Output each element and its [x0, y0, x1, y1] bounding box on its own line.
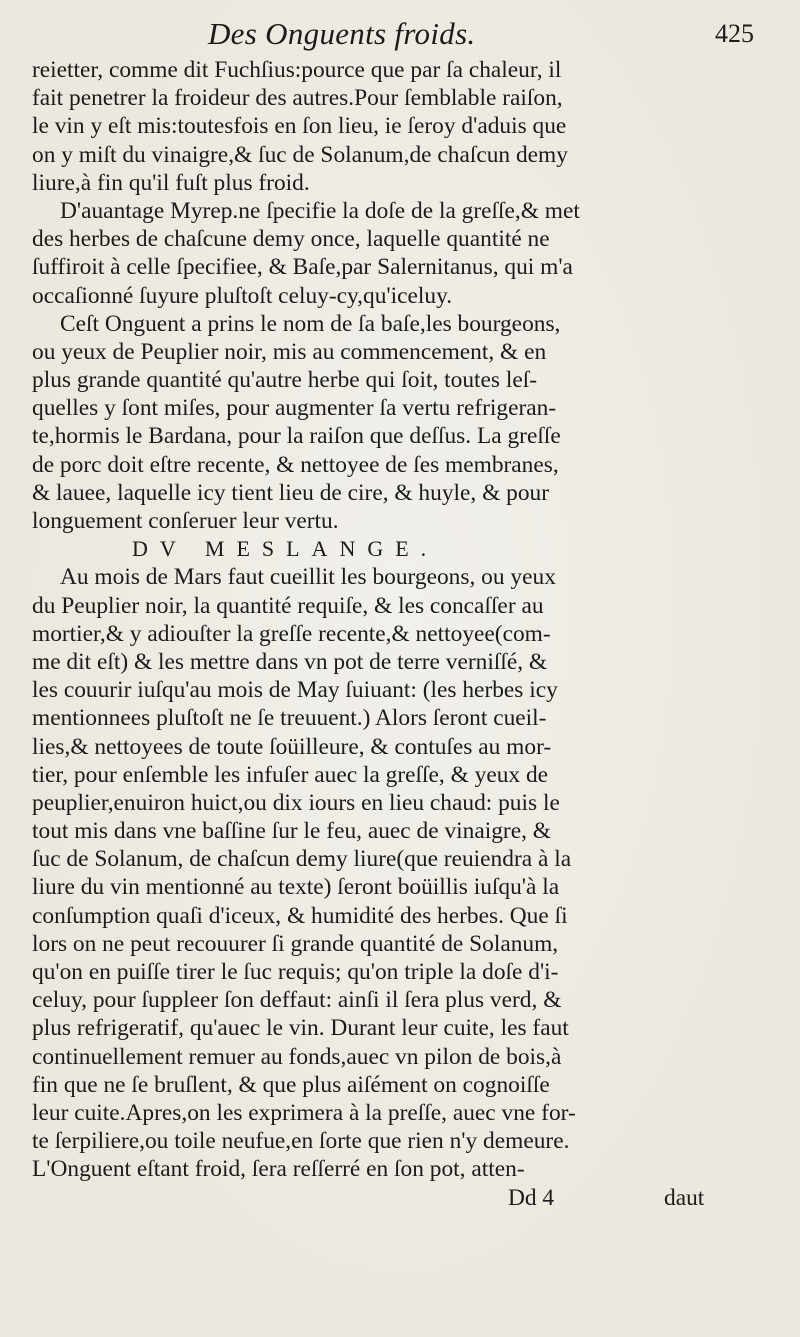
- text-line: peuplier,enuiron huict,ou dix iours en lieu chaud: puis le: [32, 789, 560, 816]
- text-line: L'Onguent eſtant froid, ſera reſſerré en ſon pot, atten-: [32, 1156, 525, 1183]
- text-line: conſumption quaſi d'iceux, & humidité des herbes. Que ſi: [32, 902, 568, 929]
- paragraph-2: [32, 197, 772, 310]
- text-line: on y miſt du vinaigre,& ſuc de Solanum,de chaſcun demy: [32, 141, 568, 168]
- text-line: le vin y eſt mis:toutesfois en ſon lieu, ie ſeroy d'aduis que: [32, 113, 567, 140]
- text-line: ou yeux de Peuplier noir, mis au commencement, & en: [32, 338, 547, 365]
- text-line: celuy, pour ſuppleer ſon deffaut: ainſi il ſera plus verd, &: [32, 987, 562, 1014]
- text-line: fin que ne ſe bruſlent, & que plus aiſément on cognoiſſe: [32, 1071, 550, 1098]
- text-line: fait penetrer la froideur des autres.Pour ſemblable raiſon,: [32, 85, 563, 112]
- text-line: les couurir iuſqu'au mois de May ſuiuant: (les herbes icy: [32, 677, 558, 704]
- text-line: des herbes de chaſcune demy once, laquelle quantité ne: [32, 226, 550, 253]
- signature-mark: Dd 4: [508, 1184, 555, 1211]
- body-text: [32, 56, 772, 1212]
- text-line: me dit eſt) & les mettre dans vn pot de terre verniſſé, &: [32, 648, 548, 675]
- paragraph-1: [32, 56, 772, 197]
- catchword: daut: [664, 1184, 705, 1211]
- text-line: & lauee, laquelle icy tient lieu de cire, & huyle, & pour: [32, 479, 550, 506]
- text-line: de porc doit eſtre recente, & nettoyee de ſes membranes,: [32, 451, 559, 478]
- text-line: quelles y ſont miſes, pour augmenter ſa vertu refrigeran-: [32, 395, 557, 422]
- text-line: te,hormis le Bardana, pour la raiſon que deſſus. La greſſe: [32, 423, 561, 450]
- text-line: liure du vin mentionné au texte) ſeront boüillis iuſqu'à la: [32, 874, 560, 901]
- paragraph-3: [32, 310, 772, 536]
- text-line: te ſerpiliere,ou toile neufue,en ſorte que rien n'y demeure.: [32, 1128, 570, 1155]
- text-line: liure,à fin qu'il fuſt plus froid.: [32, 169, 310, 196]
- text-line: occaſionné ſuyure pluſtoſt celuy-cy,qu'iceluy.: [32, 282, 453, 309]
- text-line: ſuc de Solanum, de chaſcun demy liure(que reuiendra à la: [32, 846, 572, 873]
- text-line: Au mois de Mars faut cueillit les bourgeons, ou yeux: [60, 564, 556, 591]
- page-footer: [32, 1184, 772, 1212]
- text-line: du Peuplier noir, la quantité requiſe, & les concaſſer au: [32, 592, 544, 619]
- text-line: longuement conſeruer leur vertu.: [32, 508, 339, 534]
- text-line: tier, pour enſemble les infuſer auec la greſſe, & yeux de: [32, 761, 549, 788]
- text-line: plus refrigeratif, qu'auec le vin. Durant leur cuite, les faut: [32, 1015, 569, 1042]
- text-line: qu'on en puiſſe tirer le ſuc requis; qu'on triple la doſe d'i-: [32, 959, 559, 985]
- text-line: plus grande quantité qu'autre herbe qui ſoit, toutes leſ-: [32, 367, 538, 394]
- text-line: D'auantage Myrep.ne ſpecifie la doſe de la greſſe,& met: [60, 197, 580, 224]
- text-line: leur cuite.Apres,on les exprimera à la preſſe, auec vne for-: [32, 1099, 576, 1126]
- text-line: lies,& nettoyees de toute ſoüilleure, & contuſes au mor-: [32, 733, 552, 760]
- running-title: Des Onguents froids.: [208, 16, 476, 51]
- text-line: mentionnees pluſtoſt ne ſe treuuent.) Alors ſeront cueil-: [32, 705, 547, 732]
- page-number: 425: [715, 19, 754, 48]
- text-line: reietter, comme dit Fuchſius:pource que par ſa chaleur, il: [32, 57, 562, 83]
- text-line: tout mis dans vne baſſine ſur le feu, auec de vinaigre, &: [32, 818, 551, 845]
- mixing-paragraph: [32, 563, 772, 1183]
- page-header: [60, 14, 760, 58]
- text-line: Ceſt Onguent a prins le nom de ſa baſe,les bourgeons,: [60, 310, 561, 337]
- text-line: mortier,& y adiouſter la greſſe recente,& nettoyee(com-: [32, 620, 551, 647]
- text-line: ſuffiroit à celle ſpecifiee, & Baſe,par Salernitanus, qui m'a: [32, 254, 573, 281]
- text-line: continuellement remuer au fonds,auec vn pilon de bois,à: [32, 1043, 562, 1070]
- text-line: lors on ne peut recouurer ſi grande quantité de Solanum,: [32, 930, 559, 957]
- section-heading: DV MESLANGE.: [132, 536, 439, 562]
